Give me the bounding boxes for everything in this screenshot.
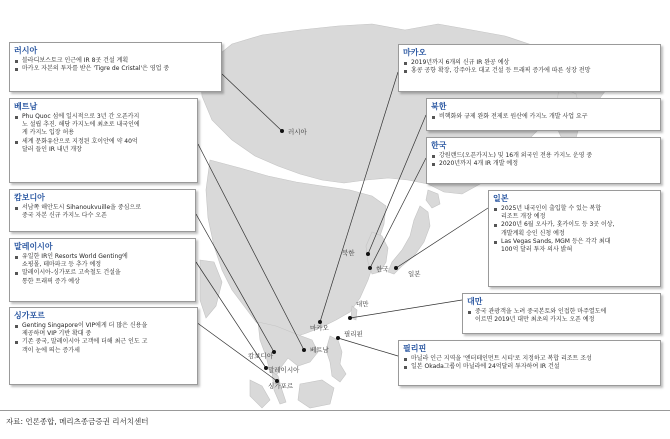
macau-box-title: 마카오 [403, 48, 427, 57]
russia-dot [280, 129, 284, 133]
singapore-item: Genting Singapore이 VIP에게 더 많은 신용을 제공하며 VIP 기반 확대 중 [14, 322, 193, 338]
japan-item: 2020년 6월 오사카, 홋카이도 등 3곳 이상, 개발계획 승인 신청 예정 [493, 221, 656, 237]
japan-box [488, 190, 661, 287]
cambodia-box-title: 캄보디아 [14, 193, 45, 202]
malaysia-label: 말레이시아 [268, 366, 300, 374]
taiwan-label: 대만 [356, 300, 369, 308]
borneo [298, 380, 334, 408]
cambodia-item: 서남쪽 해안도시 Sihanoukvuille을 중심으로 중국 자본 신규 카지노 다수 오픈 [14, 204, 191, 220]
korea-item: 2020년까지 4개 IR 개발 예정 [431, 160, 656, 168]
philippines-box [398, 340, 661, 386]
philippines-item: 마닐라 인근 지역을 '엔터테인먼트 시티'로 지정하고 복합 리조트 조성 [403, 355, 656, 363]
russia-box [9, 42, 222, 92]
china-landmass [206, 160, 386, 338]
connector-philippines [338, 338, 398, 356]
russia-item: 마카오 자본의 투자를 받은 'Tigre de Cristal'은 영업 중 [14, 65, 217, 73]
japan-label: 일본 [408, 270, 421, 278]
japan-dot [394, 266, 398, 270]
india-edge [200, 260, 222, 318]
korea-box-title: 한국 [431, 141, 447, 150]
north-korea-label: 북한 [342, 249, 355, 257]
russia-label: 러시아 [288, 128, 307, 136]
vietnam-dot [302, 348, 306, 352]
korea-box [426, 137, 661, 184]
malaysia-item: 유일한 IR인 Resorts World Genting에 쇼핑몰, 테마파크 등 추가 예정 [14, 253, 191, 269]
sumatra [250, 380, 270, 408]
vietnam-label: 베트남 [310, 346, 329, 354]
singapore-label: 싱가포르 [268, 382, 294, 390]
singapore-box-title: 싱가포르 [14, 311, 45, 320]
philippines-item: 일본 Okada그룹이 마닐라에 24억달러 투자하여 IR 건설 [403, 363, 656, 371]
korea-label: 한국 [376, 265, 389, 273]
taiwan-box [462, 293, 661, 334]
vietnam-box [9, 98, 198, 183]
north-korea-box-title: 북한 [431, 102, 447, 111]
hokkaido [426, 190, 440, 208]
japan-box-title: 일본 [493, 194, 509, 203]
macau-label: 마카오 [310, 324, 329, 332]
korea-item: 강원랜드(오픈카지노) 및 16개 외국인 전용 카지노 운영 중 [431, 152, 656, 160]
source-divider [0, 410, 670, 411]
cambodia-label: 캄보디아 [248, 352, 274, 360]
malaysia-box [9, 238, 196, 302]
japan-islands [388, 206, 430, 274]
singapore-box [9, 307, 198, 385]
malaysia-item: 말레이시아-싱가포르 고속철도 건설을 통한 트래픽 증가 예상 [14, 269, 191, 285]
philippines-label: 필리핀 [344, 330, 363, 338]
malaysia-box-title: 말레이시아 [14, 242, 53, 251]
macau-box [398, 44, 661, 92]
russia-box-title: 러시아 [14, 46, 38, 55]
philippines-islands [326, 336, 346, 382]
japan-item: Las Vegas Sands, MGM 등은 각각 최대 100억 달러 투자 의사 밝혀 [493, 238, 656, 254]
cambodia-box [9, 189, 196, 232]
philippines-dot [336, 336, 340, 340]
taiwan-dot [348, 316, 352, 320]
singapore-item: 기존 중국, 말레이시아 고객에 더해 최근 인도 고 객이 눈에 띄는 증가세 [14, 338, 193, 354]
macau-item: 2019년까지 6개의 신규 IR 완공 예상 [403, 59, 656, 67]
north-korea-dot [366, 252, 370, 256]
source-note: 자료: 언론종합, 메리츠종금증권 리서치센터 [6, 417, 149, 426]
vietnam-item: 세계 문화유산으로 지정된 호이안에 약 40억 달러 들인 IR 내년 개장 [14, 138, 193, 154]
north-korea-box [426, 98, 661, 131]
taiwan-item: 중국 관광객을 노려 중국본토와 인접한 마주열도에 이르면 2019년 대만 최초의 카지노 오픈 예정 [467, 308, 656, 324]
vietnam-box-title: 베트남 [14, 102, 38, 111]
philippines-box-title: 필리핀 [403, 344, 427, 353]
korea-dot [368, 266, 372, 270]
japan-item: 2025년 내국인이 출입할 수 있는 복합 리조트 개장 예정 [493, 205, 656, 221]
north-korea-item: 비핵화와 규제 완화 전제로 원산에 카지노 개발 사업 요구 [431, 113, 656, 121]
macau-item: 홍콩 공항 확장, 강주아오 대교 건설 등 트래픽 증가에 따른 성장 전망 [403, 67, 656, 75]
taiwan-box-title: 대만 [467, 297, 483, 306]
russia-item: 블라디보스토크 인근에 IR 8곳 건설 계획 [14, 57, 217, 65]
vietnam-item: Phu Quoc 섬에 일시적으로 3년 간 오픈카지 노 설립 추진. 해당 카지노에 최초로 내국인에 게 카지노 입장 허용 [14, 113, 193, 138]
